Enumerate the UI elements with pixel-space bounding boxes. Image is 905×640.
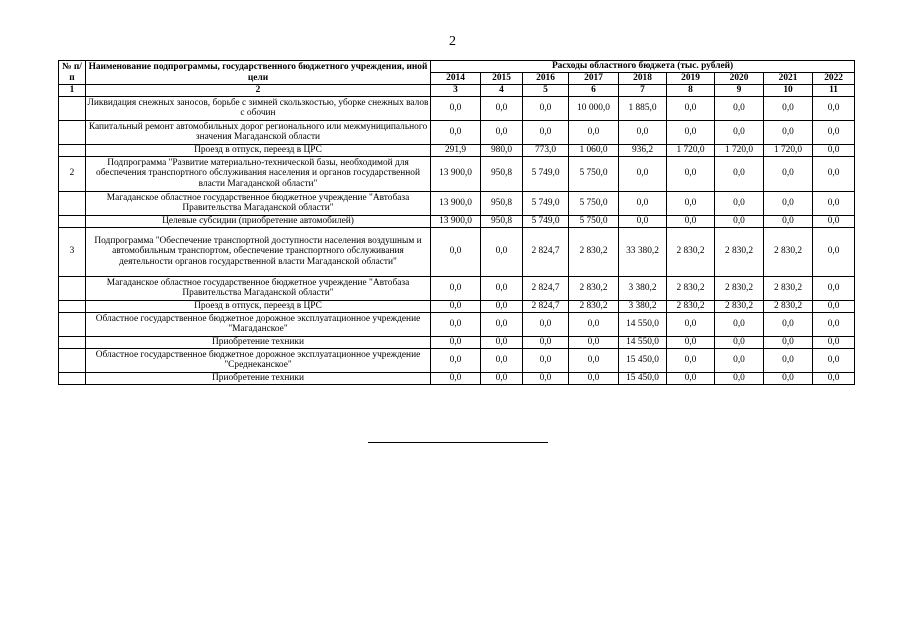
value-cell-2019: 2 830,2 <box>667 276 715 300</box>
value-cell-2019: 0,0 <box>667 336 715 348</box>
value-cell-2017: 5 750,0 <box>569 156 619 191</box>
table-row <box>59 348 855 372</box>
value-cell-2021: 0,0 <box>764 336 813 348</box>
value-cell-2021: 0,0 <box>764 348 813 372</box>
value-cell-2019: 0,0 <box>667 372 715 384</box>
value-cell-2020: 0,0 <box>715 96 764 120</box>
page-number: 2 <box>449 34 456 49</box>
value-cell-2020: 0,0 <box>715 191 764 215</box>
row-number-cell <box>59 276 86 300</box>
value-cell-2015: 0,0 <box>481 300 523 312</box>
value-cell-2014: 0,0 <box>431 336 481 348</box>
value-cell-2019: 2 830,2 <box>667 300 715 312</box>
col-expenses-header: Расходы областного бюджета (тыс. рублей) <box>431 61 855 73</box>
value-cell-2014: 0,0 <box>431 300 481 312</box>
bottom-divider <box>368 442 548 443</box>
value-cell-2022: 0,0 <box>813 96 855 120</box>
value-cell-2016: 2 824,7 <box>523 300 569 312</box>
row-name-cell: Проезд в отпуск, переезд в ЦРС <box>86 144 431 156</box>
value-cell-2021: 0,0 <box>764 372 813 384</box>
value-cell-2017: 0,0 <box>569 372 619 384</box>
value-cell-2019: 1 720,0 <box>667 144 715 156</box>
value-cell-2016: 5 749,0 <box>523 191 569 215</box>
col-num-header: № п/п <box>59 61 86 85</box>
budget-table <box>58 60 855 385</box>
value-cell-2017: 0,0 <box>569 312 619 336</box>
year-header-2021: 2021 <box>764 73 813 85</box>
value-cell-2020: 2 830,2 <box>715 300 764 312</box>
value-cell-2019: 0,0 <box>667 312 715 336</box>
value-cell-2016: 0,0 <box>523 120 569 144</box>
value-cell-2014: 291,9 <box>431 144 481 156</box>
column-index-cell: 10 <box>764 85 813 97</box>
table-body <box>59 96 855 384</box>
table-row <box>59 120 855 144</box>
value-cell-2020: 2 830,2 <box>715 227 764 276</box>
table-row <box>59 276 855 300</box>
value-cell-2021: 2 830,2 <box>764 227 813 276</box>
value-cell-2016: 0,0 <box>523 348 569 372</box>
value-cell-2022: 0,0 <box>813 191 855 215</box>
row-number-cell <box>59 215 86 227</box>
value-cell-2019: 0,0 <box>667 120 715 144</box>
value-cell-2018: 0,0 <box>619 120 667 144</box>
value-cell-2014: 0,0 <box>431 276 481 300</box>
value-cell-2016: 2 824,7 <box>523 276 569 300</box>
value-cell-2020: 0,0 <box>715 120 764 144</box>
value-cell-2017: 0,0 <box>569 120 619 144</box>
row-name-cell: Целевые субсидии (приобретение автомобилей) <box>86 215 431 227</box>
value-cell-2015: 0,0 <box>481 227 523 276</box>
value-cell-2017: 5 750,0 <box>569 215 619 227</box>
value-cell-2019: 0,0 <box>667 348 715 372</box>
value-cell-2021: 0,0 <box>764 156 813 191</box>
table-row <box>59 336 855 348</box>
row-name-cell: Магаданское областное государственное бюджетное учреждение "Автобаза Правительства Магаданской области" <box>86 191 431 215</box>
value-cell-2021: 0,0 <box>764 215 813 227</box>
table-row <box>59 300 855 312</box>
column-index-cell: 8 <box>667 85 715 97</box>
value-cell-2022: 0,0 <box>813 348 855 372</box>
value-cell-2022: 0,0 <box>813 120 855 144</box>
year-header-2020: 2020 <box>715 73 764 85</box>
value-cell-2015: 0,0 <box>481 372 523 384</box>
value-cell-2018: 0,0 <box>619 156 667 191</box>
value-cell-2018: 33 380,2 <box>619 227 667 276</box>
value-cell-2017: 2 830,2 <box>569 276 619 300</box>
value-cell-2020: 0,0 <box>715 156 764 191</box>
value-cell-2022: 0,0 <box>813 300 855 312</box>
value-cell-2016: 5 749,0 <box>523 215 569 227</box>
value-cell-2020: 0,0 <box>715 348 764 372</box>
year-header-2014: 2014 <box>431 73 481 85</box>
row-number-cell <box>59 348 86 372</box>
value-cell-2022: 0,0 <box>813 336 855 348</box>
column-index-cell: 6 <box>569 85 619 97</box>
value-cell-2015: 950,8 <box>481 191 523 215</box>
value-cell-2021: 1 720,0 <box>764 144 813 156</box>
year-header-2019: 2019 <box>667 73 715 85</box>
row-number-cell <box>59 96 86 120</box>
column-index-cell: 2 <box>86 85 431 97</box>
value-cell-2016: 0,0 <box>523 336 569 348</box>
value-cell-2022: 0,0 <box>813 312 855 336</box>
row-number-cell <box>59 336 86 348</box>
table-row <box>59 215 855 227</box>
table-row <box>59 227 855 276</box>
value-cell-2021: 2 830,2 <box>764 276 813 300</box>
column-index-cell: 5 <box>523 85 569 97</box>
value-cell-2022: 0,0 <box>813 144 855 156</box>
row-name-cell: Областное государственное бюджетное дорожное эксплуатационное учреждение "Среднеканское" <box>86 348 431 372</box>
value-cell-2017: 1 060,0 <box>569 144 619 156</box>
value-cell-2015: 0,0 <box>481 336 523 348</box>
value-cell-2021: 0,0 <box>764 312 813 336</box>
value-cell-2016: 0,0 <box>523 372 569 384</box>
value-cell-2017: 2 830,2 <box>569 227 619 276</box>
value-cell-2022: 0,0 <box>813 215 855 227</box>
value-cell-2015: 0,0 <box>481 276 523 300</box>
table-row <box>59 96 855 120</box>
value-cell-2018: 15 450,0 <box>619 372 667 384</box>
value-cell-2022: 0,0 <box>813 156 855 191</box>
table-row <box>59 191 855 215</box>
value-cell-2019: 0,0 <box>667 156 715 191</box>
value-cell-2021: 0,0 <box>764 191 813 215</box>
value-cell-2018: 936,2 <box>619 144 667 156</box>
row-number-cell <box>59 120 86 144</box>
value-cell-2014: 0,0 <box>431 372 481 384</box>
value-cell-2014: 0,0 <box>431 96 481 120</box>
row-name-cell: Капитальный ремонт автомобильных дорог регионального или межмуниципального значения Магаданской области <box>86 120 431 144</box>
value-cell-2014: 0,0 <box>431 312 481 336</box>
row-name-cell: Подпрограмма "Обеспечение транспортной доступности населения воздушным и автомобильным транспортом, обеспечение транспортного обслуживания деятельности органов государственной власти Магаданской области" <box>86 227 431 276</box>
value-cell-2016: 5 749,0 <box>523 156 569 191</box>
value-cell-2014: 0,0 <box>431 120 481 144</box>
column-index-cell: 1 <box>59 85 86 97</box>
value-cell-2019: 0,0 <box>667 96 715 120</box>
row-number-cell: 3 <box>59 227 86 276</box>
column-index-cell: 4 <box>481 85 523 97</box>
value-cell-2018: 0,0 <box>619 215 667 227</box>
value-cell-2021: 0,0 <box>764 120 813 144</box>
value-cell-2016: 773,0 <box>523 144 569 156</box>
value-cell-2015: 980,0 <box>481 144 523 156</box>
value-cell-2020: 0,0 <box>715 312 764 336</box>
column-index-cell: 3 <box>431 85 481 97</box>
value-cell-2016: 0,0 <box>523 96 569 120</box>
value-cell-2017: 0,0 <box>569 348 619 372</box>
value-cell-2015: 950,8 <box>481 215 523 227</box>
value-cell-2018: 14 550,0 <box>619 312 667 336</box>
value-cell-2020: 0,0 <box>715 372 764 384</box>
row-number-cell <box>59 191 86 215</box>
value-cell-2014: 0,0 <box>431 227 481 276</box>
value-cell-2015: 0,0 <box>481 120 523 144</box>
year-header-2015: 2015 <box>481 73 523 85</box>
col-name-header: Наименование подпрограммы, государственного бюджетного учреждения, иной цели <box>86 61 431 85</box>
column-index-cell: 7 <box>619 85 667 97</box>
value-cell-2022: 0,0 <box>813 276 855 300</box>
value-cell-2020: 1 720,0 <box>715 144 764 156</box>
value-cell-2014: 13 900,0 <box>431 215 481 227</box>
column-index-cell: 9 <box>715 85 764 97</box>
table-row <box>59 144 855 156</box>
row-number-cell <box>59 312 86 336</box>
value-cell-2018: 15 450,0 <box>619 348 667 372</box>
value-cell-2019: 0,0 <box>667 191 715 215</box>
value-cell-2014: 13 900,0 <box>431 156 481 191</box>
row-name-cell: Приобретение техники <box>86 372 431 384</box>
value-cell-2021: 0,0 <box>764 96 813 120</box>
value-cell-2017: 0,0 <box>569 336 619 348</box>
value-cell-2015: 0,0 <box>481 312 523 336</box>
year-header-2016: 2016 <box>523 73 569 85</box>
row-name-cell: Проезд в отпуск, переезд в ЦРС <box>86 300 431 312</box>
row-name-cell: Магаданское областное государственное бюджетное учреждение "Автобаза Правительства Магаданской области" <box>86 276 431 300</box>
value-cell-2020: 0,0 <box>715 215 764 227</box>
value-cell-2014: 13 900,0 <box>431 191 481 215</box>
row-number-cell <box>59 300 86 312</box>
row-number-cell <box>59 372 86 384</box>
row-number-cell: 2 <box>59 156 86 191</box>
value-cell-2017: 2 830,2 <box>569 300 619 312</box>
index-row <box>59 85 855 97</box>
value-cell-2014: 0,0 <box>431 348 481 372</box>
value-cell-2018: 14 550,0 <box>619 336 667 348</box>
value-cell-2022: 0,0 <box>813 372 855 384</box>
value-cell-2021: 2 830,2 <box>764 300 813 312</box>
value-cell-2015: 0,0 <box>481 96 523 120</box>
year-header-2018: 2018 <box>619 73 667 85</box>
row-name-cell: Подпрограмма "Развитие материально-технической базы, необходимой для обеспечения транспортного обслуживания населения и органов государственной власти Магаданской области" <box>86 156 431 191</box>
row-name-cell: Приобретение техники <box>86 336 431 348</box>
row-name-cell: Областное государственное бюджетное дорожное эксплуатационное учреждение "Магаданское" <box>86 312 431 336</box>
year-header-2017: 2017 <box>569 73 619 85</box>
value-cell-2016: 0,0 <box>523 312 569 336</box>
table-row <box>59 312 855 336</box>
value-cell-2020: 2 830,2 <box>715 276 764 300</box>
value-cell-2018: 3 380,2 <box>619 300 667 312</box>
value-cell-2020: 0,0 <box>715 336 764 348</box>
value-cell-2017: 5 750,0 <box>569 191 619 215</box>
value-cell-2018: 1 885,0 <box>619 96 667 120</box>
value-cell-2015: 950,8 <box>481 156 523 191</box>
value-cell-2022: 0,0 <box>813 227 855 276</box>
year-header-2022: 2022 <box>813 73 855 85</box>
row-name-cell: Ликвидация снежных заносов, борьбе с зимней скользкостью, уборке снежных валов с обочин <box>86 96 431 120</box>
value-cell-2019: 0,0 <box>667 215 715 227</box>
table-row <box>59 372 855 384</box>
value-cell-2018: 0,0 <box>619 191 667 215</box>
table-row <box>59 156 855 191</box>
value-cell-2016: 2 824,7 <box>523 227 569 276</box>
row-number-cell <box>59 144 86 156</box>
column-index-cell: 11 <box>813 85 855 97</box>
value-cell-2018: 3 380,2 <box>619 276 667 300</box>
value-cell-2017: 10 000,0 <box>569 96 619 120</box>
value-cell-2015: 0,0 <box>481 348 523 372</box>
header-row-top <box>59 61 855 73</box>
value-cell-2019: 2 830,2 <box>667 227 715 276</box>
